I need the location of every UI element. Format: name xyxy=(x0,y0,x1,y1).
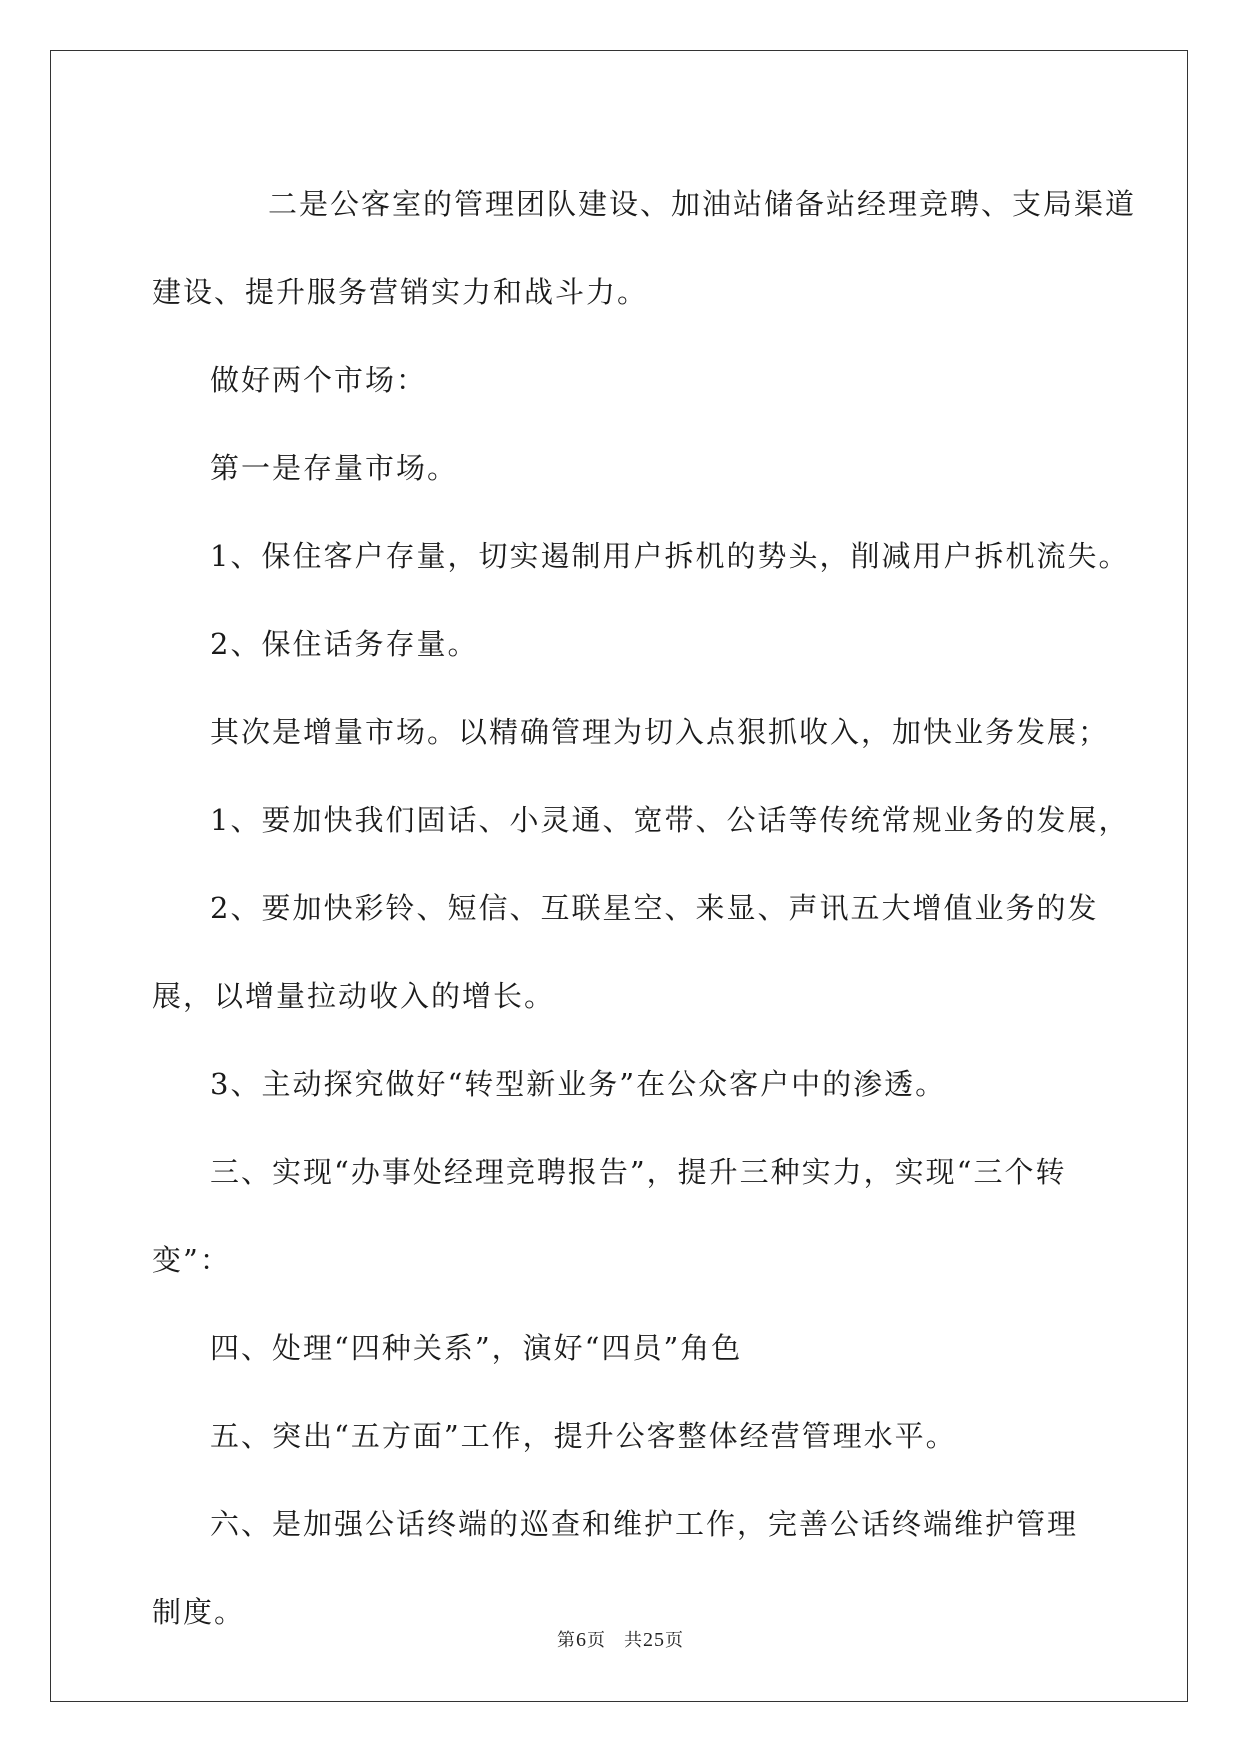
paragraph xyxy=(152,512,1130,600)
paragraph-line: 展，以增量拉动收入的增长。 xyxy=(152,979,556,1013)
paragraph-line: 1、保住客户存量，切实遏制用户拆机的势头，削减用户拆机流失。 xyxy=(210,539,1130,573)
paragraph-line: 六、是加强公话终端的巡查和维护工作，完善公话终端维护管理 xyxy=(210,1507,1079,1541)
paragraph xyxy=(152,688,1110,776)
total-pages: 25 xyxy=(643,1629,665,1651)
paragraph-line: 变”： xyxy=(152,1243,231,1277)
paragraph xyxy=(152,1128,1092,1304)
paragraph xyxy=(152,1040,1092,1128)
paragraph-line: 做好两个市场： xyxy=(210,363,428,397)
footer-prefix: 第 xyxy=(557,1630,576,1651)
footer-page-unit: 页 xyxy=(587,1630,606,1651)
paragraph xyxy=(152,424,1092,512)
page-number: 6 xyxy=(576,1629,587,1651)
paragraph xyxy=(152,600,1092,688)
paragraph-line: 制度。 xyxy=(152,1595,246,1629)
footer-total-unit: 页 xyxy=(665,1630,684,1651)
page-footer xyxy=(0,1626,1241,1652)
paragraph xyxy=(152,336,1092,424)
paragraph-line: 第一是存量市场。 xyxy=(210,451,459,485)
paragraph xyxy=(152,776,1130,864)
paragraph-line: 3、主动探究做好“转型新业务”在公众客户中的渗透。 xyxy=(210,1067,947,1101)
paragraph xyxy=(152,1392,1092,1480)
paragraph xyxy=(152,160,1137,336)
paragraph xyxy=(152,864,1099,1040)
paragraph-line: 建设、提升服务营销实力和战斗力。 xyxy=(152,275,649,309)
footer-total-prefix: 共 xyxy=(624,1630,643,1651)
paragraph xyxy=(152,1304,1092,1392)
paragraph-line: 2、保住话务存量。 xyxy=(210,627,479,661)
paragraph-line: 三、实现“办事处经理竞聘报告”，提升三种实力，实现“三个转 xyxy=(210,1155,1067,1189)
paragraph-line: 1、要加快我们固话、小灵通、宽带、公话等传统常规业务的发展， xyxy=(210,803,1130,837)
paragraph-line: 其次是增量市场。以精确管理为切入点狠抓收入，加快业务发展； xyxy=(210,715,1110,749)
paragraph-line: 二是公客室的管理团队建设、加油站储备站经理竞聘、支局渠道 xyxy=(268,187,1137,221)
paragraph-line: 2、要加快彩铃、短信、互联星空、来显、声讯五大增值业务的发 xyxy=(210,891,1099,925)
document-body xyxy=(152,160,1137,1656)
paragraph-line: 四、处理“四种关系”，演好“四员”角色 xyxy=(210,1331,743,1365)
paragraph-line: 五、突出“五方面”工作，提升公客整体经营管理水平。 xyxy=(210,1419,957,1453)
